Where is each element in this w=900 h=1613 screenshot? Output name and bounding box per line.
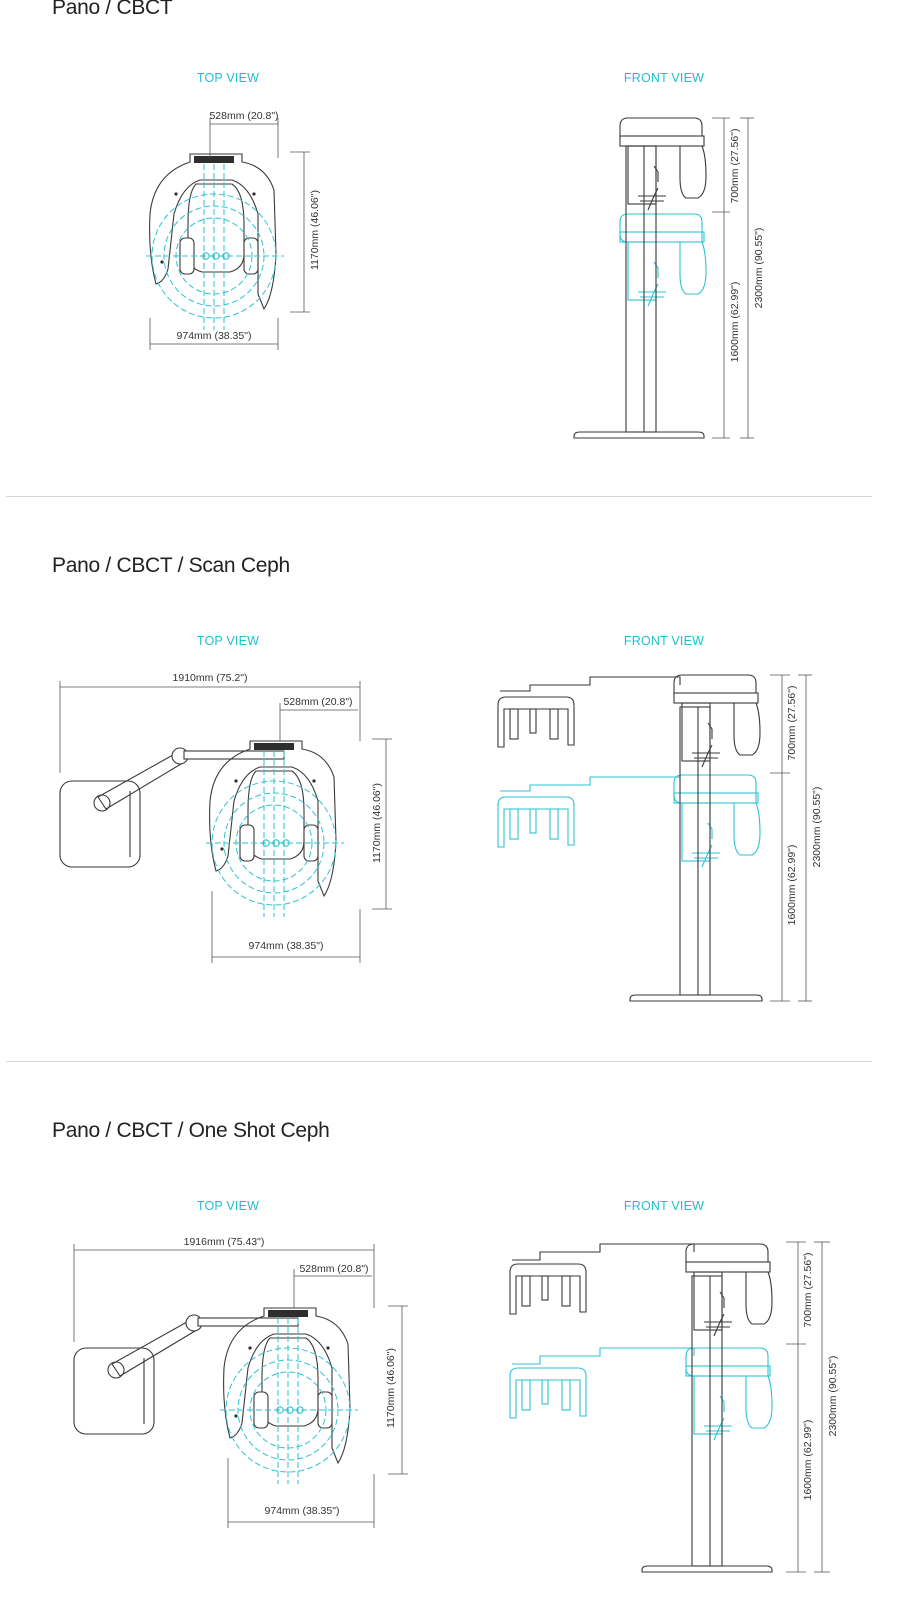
dim-974: 974mm (38.35") (248, 940, 324, 952)
front-view-diagram (0, 0, 900, 497)
section-title: Pano / CBCT (52, 0, 173, 19)
dim-2300: 2300mm (90.55") (811, 786, 823, 868)
front-view-diagram (0, 1062, 900, 1613)
dim-528: 528mm (20.8") (299, 1263, 369, 1275)
dim-1910: 1910mm (75.2") (172, 672, 248, 684)
section-title: Pano / CBCT / Scan Ceph (52, 554, 290, 577)
dim-2300: 2300mm (90.55") (753, 227, 765, 309)
dim-1600: 1600mm (62.99") (729, 281, 741, 363)
dim-1170: 1170mm (46.06") (385, 1348, 397, 1428)
dim-974: 974mm (38.35") (176, 330, 252, 342)
front-view-label: FRONT VIEW (623, 1199, 705, 1213)
section-scan-ceph (0, 497, 900, 1062)
dim-700: 700mm (27.56") (802, 1252, 814, 1328)
front-view-diagram (0, 497, 900, 1062)
dim-2300: 2300mm (90.55") (827, 1355, 839, 1437)
dim-1916: 1916mm (75.43") (183, 1236, 265, 1248)
front-view-label: FRONT VIEW (623, 71, 705, 85)
dim-1600: 1600mm (62.99") (802, 1419, 814, 1501)
top-view-label: TOP VIEW (196, 1199, 260, 1213)
section-one-shot-ceph (0, 1062, 900, 1613)
section-pano-cbct (0, 0, 900, 497)
dim-1600: 1600mm (62.99") (786, 844, 798, 926)
top-view-label: TOP VIEW (196, 634, 260, 648)
top-view-label: TOP VIEW (196, 71, 260, 85)
dim-700: 700mm (27.56") (786, 685, 798, 761)
dim-974: 974mm (38.35") (264, 1505, 340, 1517)
section-title: Pano / CBCT / One Shot Ceph (52, 1119, 330, 1142)
dim-528: 528mm (20.8") (209, 110, 279, 122)
front-view-label: FRONT VIEW (623, 634, 705, 648)
dim-528: 528mm (20.8") (283, 696, 353, 708)
dim-1170: 1170mm (46.06") (371, 783, 383, 863)
dim-700: 700mm (27.56") (729, 128, 741, 204)
dim-1170: 1170mm (46.06") (309, 190, 321, 270)
